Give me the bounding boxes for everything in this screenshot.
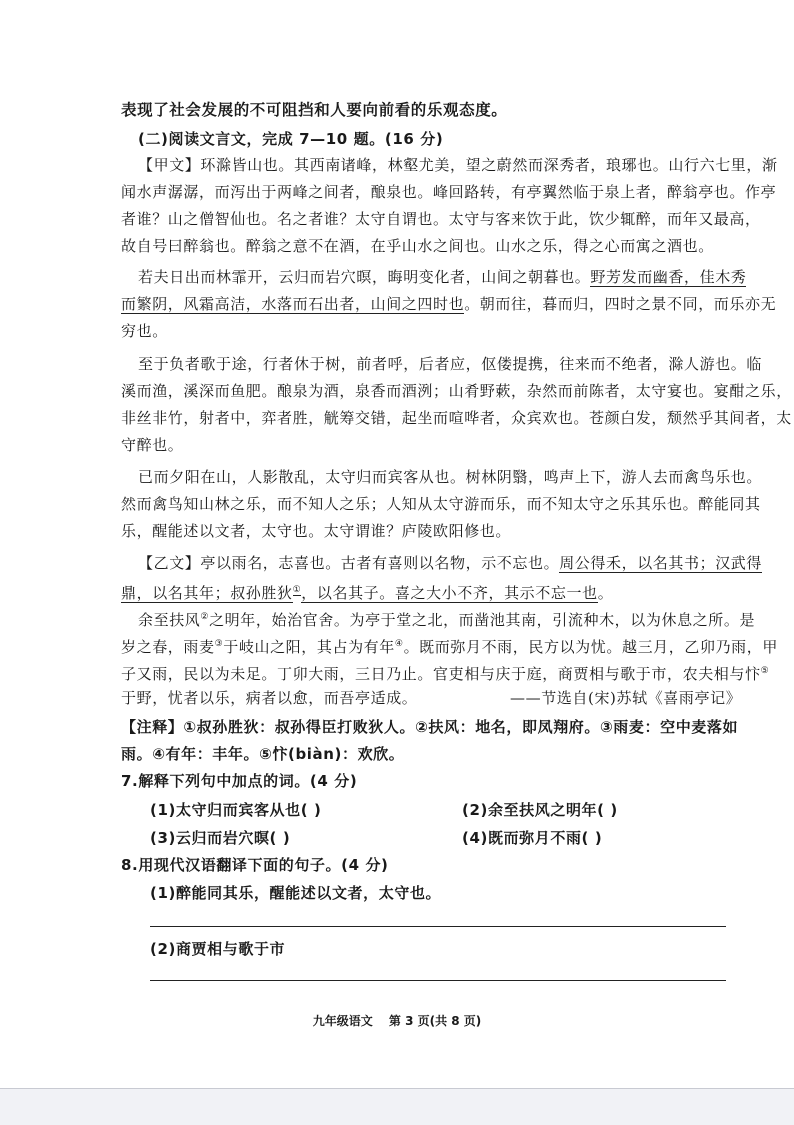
note-marker-3: ③: [214, 639, 224, 649]
yi-line5: [121, 662, 769, 684]
yi-line3: [138, 608, 755, 630]
q8-title: 8.用现代汉语翻译下面的句子。(4 分): [121, 856, 389, 874]
yi-line1-underlined: 周公得禾，以名其书；汉武得: [559, 554, 763, 572]
jia-p1-line3: 者谁？山之僧智仙也。名之者谁？太守自谓也。太守与客来饮于此，饮少辄醉，而年又最高，: [121, 210, 761, 228]
yi-line3-b: 之明年，始治官舍。为亭于堂之北，而凿池其南，引流种木，以为休息之所。是: [209, 611, 756, 629]
jia-p4-line1: 已而夕阳在山，人影散乱，太守归而宾客从也。树林阴翳，鸣声上下，游人去而禽鸟乐也。: [138, 468, 763, 486]
jia-p2-rest: 。朝而往，暮而归，四时之景不同，而乐亦无: [464, 295, 777, 313]
jia-p3-line4: 守醉也。: [121, 436, 184, 454]
viewer-bottom-band: [0, 1088, 794, 1125]
jia-p1-line2: 闻水声潺潺，而泻出于两峰之间者，酿泉也。峰回路转，有亭翼然临于泉上者，醉翁亭也。作亭: [121, 183, 777, 201]
intro-line: 表现了社会发展的不可阻挡和人要向前看的乐观态度。: [121, 101, 508, 119]
jia-p4-line2: 然而禽鸟知山林之乐，而不知人之乐；人知从太守游而乐，而不知太守之乐其乐也。醉能同其: [121, 495, 761, 513]
jia-p1-line1: 【甲文】环滁皆山也。其西南诸峰，林壑尤美，望之蔚然而深秀者，琅琊也。山行六七里，渐: [138, 156, 778, 174]
footer-subject: 九年级语文: [312, 1014, 373, 1028]
jia-p2-line3: 穷也。: [121, 322, 168, 340]
footer-page-number: 第 3 页(共 8 页): [388, 1014, 482, 1028]
q7-item3: (3)云归而岩穴暝( ): [150, 829, 291, 847]
answer-line-1[interactable]: [150, 926, 726, 927]
jia-p4-line3: 乐，醒能述以文者，太守也。太守谓谁？庐陵欧阳修也。: [121, 522, 512, 540]
jia-p2-underlined-2: 而繁阴，风霜高洁，水落而石出者，山间之四时也: [121, 295, 465, 313]
yi-line3-a: 余至扶风: [138, 611, 201, 629]
jia-p2-line1: [138, 268, 746, 287]
q7-item4: (4)既而弥月不雨( ): [462, 829, 603, 847]
yi-line1: [138, 554, 762, 573]
q7-item1: (1)太守归而宾客从也( ): [150, 801, 322, 819]
yi-line5-text: 子又雨，民以为未足。丁卯大雨，三日乃止。官吏相与庆于庭，商贾相与歌于市，农夫相与忭: [121, 665, 761, 683]
yi-line2-underlined-1: 鼎，以名其年；叔孙胜狄: [121, 584, 293, 602]
jia-p2-line2: [121, 295, 776, 314]
notes-line2: 雨。④有年：丰年。⑤忭(biàn)：欢欣。: [121, 745, 405, 763]
jia-p3-line2: 溪而渔，溪深而鱼肥。酿泉为酒，泉香而酒洌；山肴野蔌，杂然而前陈者，太守宴也。宴酣之乐，: [121, 382, 792, 400]
notes-line1: 【注释】①叔孙胜狄：叔孙得臣打败狄人。②扶风：地名，即凤翔府。③雨麦：空中麦落如: [121, 718, 739, 736]
page-footer: [0, 1012, 794, 1029]
q7-title: 7.解释下列句中加点的词。(4 分): [121, 772, 358, 790]
jia-p3-line3: 非丝非竹，射者中，弈者胜，觥筹交错，起坐而喧哗者，众宾欢也。苍颜白发，颓然乎其间者，太: [121, 409, 792, 427]
jia-p3-line1: 至于负者歌于途，行者休于树，前者呼，后者应，伛偻提携，往来而不绝者，滁人游也。临: [138, 355, 763, 373]
jia-p1-line4: 故自号曰醉翁也。醉翁之意不在酒，在乎山水之间也。山水之乐，得之心而寓之酒也。: [121, 237, 714, 255]
answer-line-2[interactable]: [150, 980, 726, 981]
q7-item2: (2)余至扶风之明年( ): [462, 801, 618, 819]
note-marker-4: ④: [394, 639, 404, 649]
yi-line2-underlined-2: ，以名其子。喜之大小不齐，其示不忘一也: [301, 584, 598, 602]
yi-line2-end: 。: [597, 584, 614, 602]
yi-line6: 于野，忧者以乐，病者以愈，而吾亭适成。: [121, 689, 418, 707]
section-title: (二)阅读文言文，完成 7—10 题。(16 分): [138, 130, 444, 148]
note-marker-2: ②: [200, 612, 210, 622]
jia-p2-underlined-1: 野芳发而幽香，佳木秀: [590, 268, 747, 286]
jia-p2-plain: 若夫日出而林霏开，云归而岩穴暝，晦明变化者，山间之朝暮也。: [138, 268, 591, 286]
yi-line1-plain: 【乙文】亭以雨名，志喜也。古者有喜则以名物，示不忘也。: [138, 554, 560, 572]
yi-line4-b: 于岐山之阳，其占为有年: [223, 638, 395, 656]
q8-item1: (1)醉能同其乐，醒能述以文者，太守也。: [150, 884, 442, 902]
yi-line4-a: 岁之春，雨麦: [121, 638, 215, 656]
q8-item2: (2)商贾相与歌于市: [150, 940, 286, 958]
yi-line2: [121, 581, 613, 603]
yi-source: ——节选自(宋)苏轼《喜雨亭记》: [510, 689, 742, 707]
yi-line4-c: 。既而弥月不雨，民方以为忧。越三月，乙卯乃雨，甲: [403, 638, 778, 656]
note-marker-1: ①: [292, 585, 302, 595]
yi-line4: [121, 635, 778, 657]
note-marker-5: ⑤: [760, 666, 770, 676]
